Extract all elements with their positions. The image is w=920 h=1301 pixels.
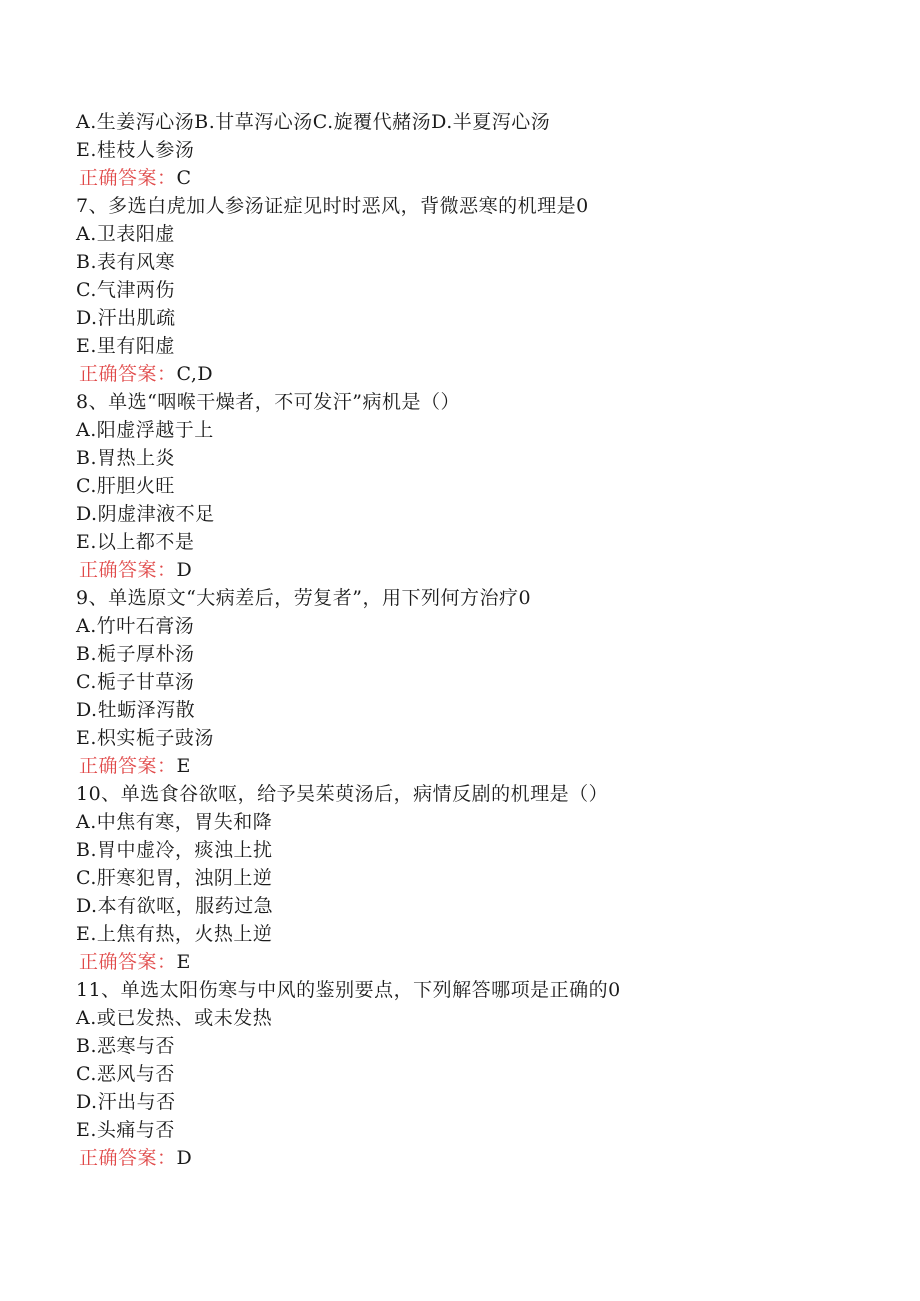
option-text: C.恶风与否 [76, 1063, 175, 1085]
option-text: C.栀子甘草汤 [76, 671, 195, 693]
option-text: B.表有风寒 [76, 251, 176, 273]
option-text: A.竹叶石膏汤 [76, 615, 195, 637]
option-text: E.枳实栀子豉汤 [76, 727, 214, 749]
option-text: B.胃热上炎 [76, 447, 176, 469]
answer-value: D [176, 1147, 193, 1169]
document-page [76, 108, 876, 1172]
option-text: A.阳虚浮越于上 [76, 419, 214, 441]
correct-answer [76, 948, 876, 976]
option-text: D.汗出肌疏 [76, 307, 176, 329]
answer-value: E [176, 951, 191, 973]
answer-label: 正确答案： [79, 363, 177, 385]
option-text: D.阴虚津液不足 [76, 503, 215, 525]
option-text: A.卫表阳虚 [76, 223, 175, 245]
option-text: C.气津两伤 [76, 279, 175, 301]
option-text: A.或已发热、或未发热 [76, 1007, 273, 1029]
option-text: E.里有阳虚 [76, 335, 175, 357]
answer-label: 正确答案： [79, 559, 177, 581]
correct-answer [76, 360, 876, 388]
answer-value: D [176, 559, 193, 581]
question-text: 10、单选食谷欲呕，给予吴茱萸汤后，病情反剧的机理是（） [76, 783, 609, 805]
option-text: D.牡蛎泽泻散 [76, 699, 196, 721]
answer-label: 正确答案： [79, 755, 177, 777]
answer-label: 正确答案： [79, 1147, 177, 1169]
answer-value: C [176, 167, 192, 189]
option-text: C.肝寒犯胃，浊阴上逆 [76, 867, 273, 889]
answer-label: 正确答案： [79, 167, 177, 189]
correct-answer [76, 556, 876, 584]
question-text: 8、单选“咽喉干燥者，不可发汗”病机是（） [76, 391, 461, 413]
option-text: E.桂枝人参汤 [76, 139, 195, 161]
question-text: 11、单选太阳伤寒与中风的鉴别要点，下列解答哪项是正确的0 [76, 979, 621, 1001]
option-text: E.头痛与否 [76, 1119, 175, 1141]
correct-answer [76, 752, 876, 780]
question-text: 7、多选白虎加人参汤证症见时时恶风，背微恶寒的机理是0 [76, 195, 589, 217]
option-text: A.中焦有寒，胃失和降 [76, 811, 273, 833]
correct-answer [76, 1144, 876, 1172]
answer-label: 正确答案： [79, 951, 177, 973]
question-text: 9、单选原文“大病差后，劳复者”，用下列何方治疗0 [76, 587, 532, 609]
option-text: A.生姜泻心汤B.甘草泻心汤C.旋覆代赭汤D.半夏泻心汤 [76, 111, 551, 133]
option-text: C.肝胆火旺 [76, 475, 175, 497]
option-text: E.上焦有热，火热上逆 [76, 923, 273, 945]
option-text: B.胃中虚冷，痰浊上扰 [76, 839, 273, 861]
correct-answer [76, 164, 876, 192]
option-text: B.栀子厚朴汤 [76, 643, 195, 665]
option-text: B.恶寒与否 [76, 1035, 176, 1057]
option-text: D.汗出与否 [76, 1091, 176, 1113]
answer-value: C,D [176, 363, 214, 385]
option-text: E.以上都不是 [76, 531, 195, 553]
option-text: D.本有欲呕，服药过急 [76, 895, 274, 917]
answer-value: E [176, 755, 191, 777]
